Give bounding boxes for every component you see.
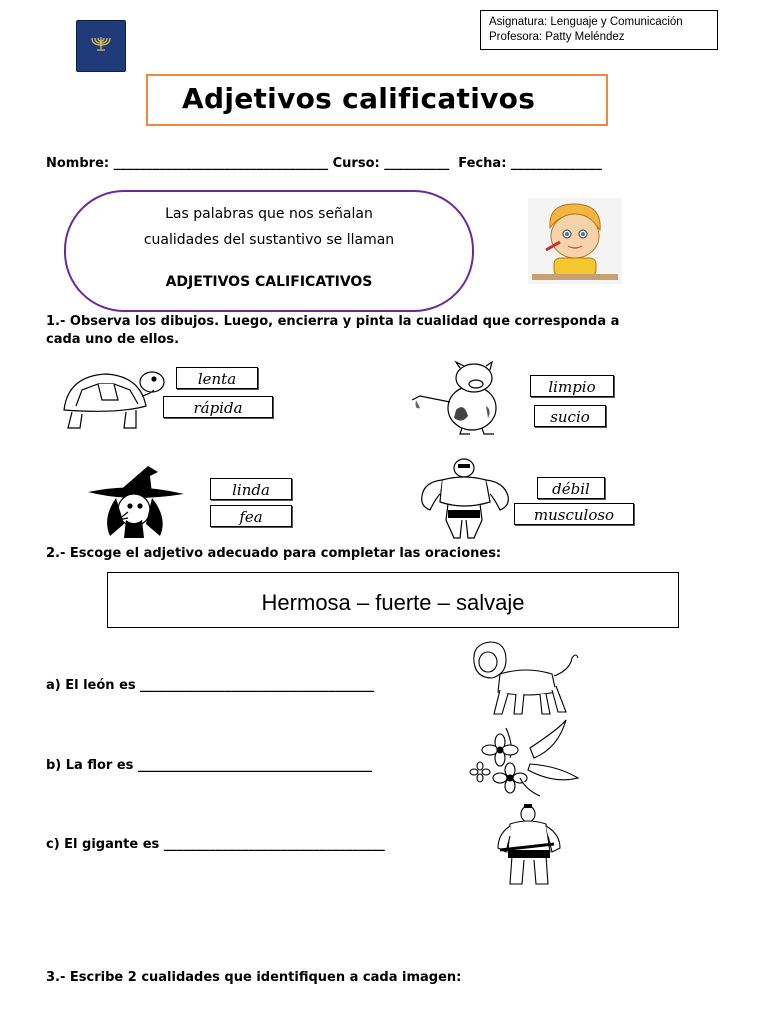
exercise3-instruction: 3.- Escribe 2 cualidades que identifiquen a cada imagen: — [46, 970, 462, 985]
thinking-boy-illustration — [528, 198, 622, 284]
sentence-giant[interactable]: c) El gigante es __________________________________ — [46, 837, 385, 852]
definition-line-1: Las palabras que nos señalan — [165, 206, 373, 222]
option-linda[interactable]: linda — [210, 478, 292, 500]
menorah-icon — [89, 33, 113, 53]
subject-line: Asignatura: Lenguaje y Comunicación — [489, 16, 683, 28]
option-fea[interactable]: fea — [210, 505, 292, 527]
school-logo — [76, 20, 126, 72]
exercise2-instruction: 2.- Escoge el adjetivo adecuado para completar las oraciones: — [46, 546, 502, 561]
giant-illustration — [494, 804, 564, 886]
pig-illustration — [406, 362, 506, 436]
option-limpio[interactable]: limpio — [530, 375, 614, 397]
option-debil[interactable]: débil — [537, 477, 605, 499]
exercise1-instruction-line2: cada uno de ellos. — [46, 332, 180, 347]
sentence-lion[interactable]: a) El león es ____________________________________ — [46, 678, 375, 693]
page-title: Adjetivos calificativos — [182, 82, 536, 115]
sentence-flower[interactable]: b) La flor es ____________________________________ — [46, 758, 372, 773]
option-rapida[interactable]: rápida — [163, 396, 273, 418]
strongman-illustration — [418, 458, 512, 540]
witch-illustration — [88, 464, 184, 538]
option-musculoso[interactable]: musculoso — [514, 503, 634, 525]
turtle-illustration — [58, 366, 168, 438]
option-lenta[interactable]: lenta — [176, 367, 258, 389]
definition-term: ADJETIVOS CALIFICATIVOS — [165, 274, 373, 290]
student-fields: Nombre: _________________________________ Curso: __________ Fecha: ______________ — [46, 156, 602, 171]
definition-line-2: cualidades del sustantivo se llaman — [143, 232, 395, 248]
lion-illustration — [466, 640, 580, 718]
subject-info-box — [480, 10, 718, 50]
flower-illustration — [470, 718, 580, 798]
option-sucio[interactable]: sucio — [534, 405, 606, 427]
teacher-line: Profesora: Patty Meléndez — [489, 31, 625, 43]
word-bank-text: Hermosa – fuerte – salvaje — [261, 590, 525, 615]
exercise1-instruction-line1: 1.- Observa los dibujos. Luego, encierra y pinta la cualidad que corresponda a — [46, 314, 620, 329]
